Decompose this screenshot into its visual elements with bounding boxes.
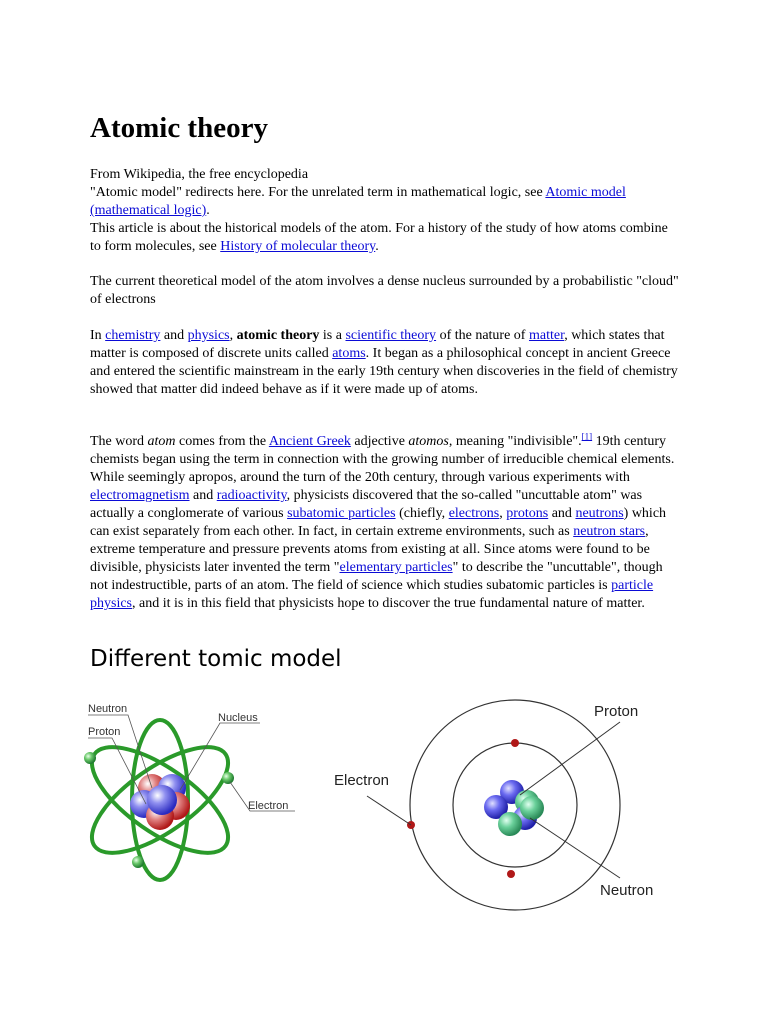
atom-diagram-left [80,703,295,880]
text: , which states that matter is composed of discrete units called [90,328,665,361]
hatnote-end: . [375,239,379,254]
neutron-ball [147,785,177,815]
electron-dot [507,870,515,878]
redirect-note [90,184,680,220]
reference-link[interactable]: [1] [581,431,593,442]
text: , [499,506,507,521]
electron-dot [511,739,519,747]
text: 19th century chemists began using the term in connection with the growing number of irreducible chemical elements. While seemingly apropos, around the turn of the 20th century, through various experiments with [90,434,675,485]
text: adjective [350,434,409,449]
text: " to describe the "uncuttable", though not indestructible, parts of an atom. The field of science which studies subatomic particles is [90,560,663,593]
link-subatomic-particles[interactable]: subatomic particles [287,506,396,521]
nucleus-right [484,780,544,836]
link-elementary-particles[interactable]: elementary particles [339,560,453,575]
text: , extreme temperature and pressure prevents atoms from existing at all. Since atoms were found to be divisible, physicists later invented the term " [90,524,650,575]
outer-shell [410,700,620,910]
paragraph-1-text [90,327,680,399]
text: . It began as a philosophical concept in ancient Greece and entered the scientific mainstream in the early 19th century when discoveries in the field of chemistry showed that matter did indeed behave as if it were made up of atoms. [90,346,678,397]
text: ) which can exist separately from each other. In fact, in certain extreme environments, such as [90,506,667,539]
text: and [189,488,217,503]
text: (chiefly, [395,506,449,521]
hatnote-text: This article is about the historical models of the atom. For a history of the study of how atoms combine to form molecules, see [90,221,668,254]
bold-term: atomic theory [236,328,320,343]
intro-block [90,166,680,256]
link-atoms[interactable]: atoms [332,346,366,361]
pointer-neutron [530,818,620,878]
text: , and it is in this field that physicists hope to discover the true fundamental nature of matter. [132,596,645,611]
link-physics[interactable]: physics [187,328,230,343]
source-line: From Wikipedia, the free encyclopedia [90,167,309,182]
label-nucleus: Nucleus [218,712,258,724]
text: In [90,328,106,343]
link-scientific-theory[interactable]: scientific theory [345,328,437,343]
link-particle-physics[interactable]: particle physics [90,578,654,611]
label-neutron: Neutron [88,703,128,715]
label-proton: Proton [88,726,121,738]
label-electron: Electron [248,800,289,812]
link-ancient-greek[interactable]: Ancient Greek [268,434,351,449]
page-title: Atomic theory [90,112,268,144]
image-caption [90,273,680,309]
text: and [160,328,188,343]
link-matter[interactable]: matter [528,328,565,343]
link-neutrons[interactable]: neutrons [575,506,624,521]
link-atomic-model-logic[interactable]: Atomic model (mathematical logic) [90,185,626,218]
italic-term: atomos [408,434,449,449]
text: comes from the [175,434,269,449]
text: , physicists discovered that the so-called "uncuttable atom" was actually a conglomerate of various [90,488,643,521]
text: The word [90,434,148,449]
neutron-ball [498,812,522,836]
text: , [229,328,237,343]
paragraph-2-text [90,433,680,613]
link-history-molecular-theory[interactable]: History of molecular theory [220,239,376,254]
neutron-ball [520,796,544,820]
link-radioactivity[interactable]: radioactivity [216,488,287,503]
text: of the nature of [436,328,529,343]
inner-shell [453,743,577,867]
atomic-model-figures [80,690,680,920]
italic-term: atom [147,434,176,449]
pointer-proton [520,722,620,795]
paragraph-2 [90,433,680,613]
link-neutron-stars[interactable]: neutron stars [573,524,646,539]
link-electrons[interactable]: electrons [448,506,500,521]
callout-nucleus [180,723,260,790]
atom-diagram-right [334,700,653,910]
electron-dot [84,752,96,764]
nucleus-cluster [130,774,190,830]
text: and [548,506,576,521]
redirect-end: . [206,203,210,218]
label-electron: Electron [334,772,390,789]
text: , meaning "indivisible". [448,434,582,449]
label-neutron: Neutron [600,882,654,899]
text: is a [319,328,346,343]
hatnote [90,220,680,256]
link-chemistry[interactable]: chemistry [105,328,161,343]
paragraph-1 [90,327,680,399]
pointer-electron [367,796,411,825]
electron-dot [132,856,144,868]
label-proton: Proton [594,703,639,720]
link-electromagnetism[interactable]: electromagnetism [90,488,190,503]
link-protons[interactable]: protons [506,506,549,521]
redirect-text: "Atomic model" redirects here. For the unrelated term in mathematical logic, see [90,185,546,200]
section-heading: Different tomic model [90,646,342,672]
electron-dot [222,772,234,784]
caption-text: The current theoretical model of the atom involves a dense nucleus surrounded by a probabilistic "cloud" of electrons [90,274,679,307]
